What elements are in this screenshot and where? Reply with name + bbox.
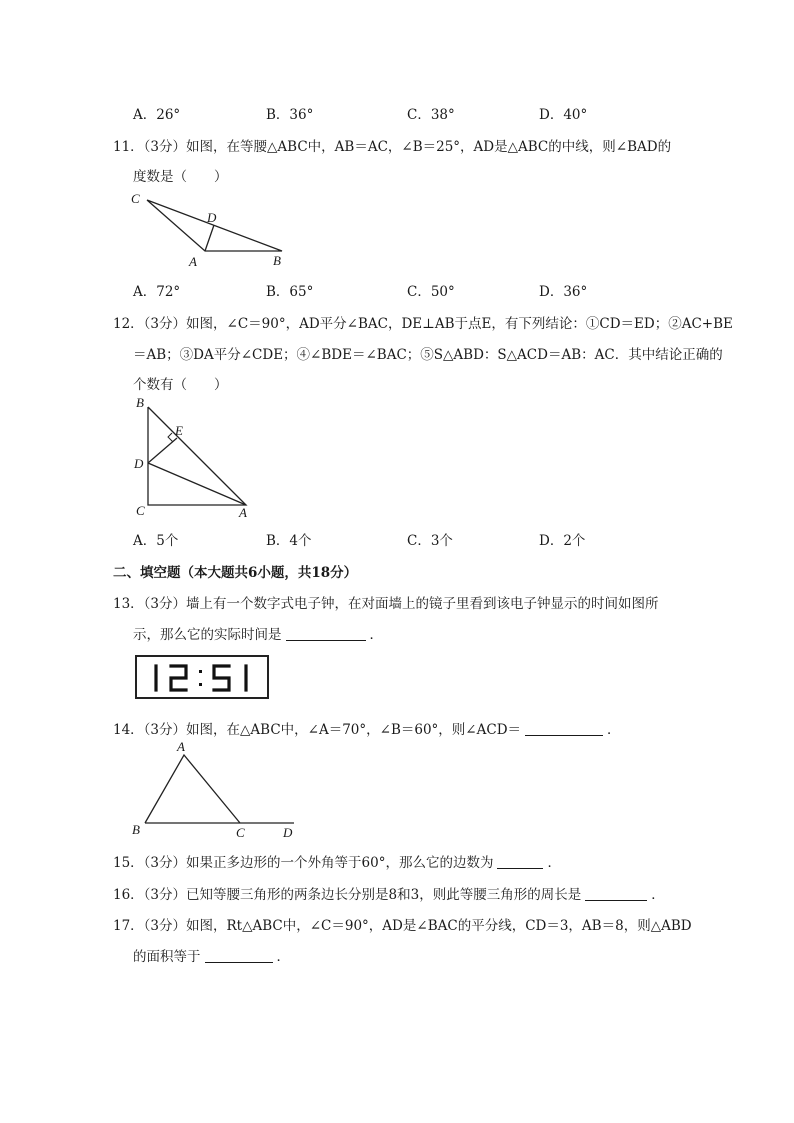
q17-stem-end: ．: [276, 949, 290, 965]
q17-stem-line2: [133, 945, 290, 965]
q14-answer-blank[interactable]: [525, 721, 603, 736]
q13-stem-end: ．: [369, 627, 383, 643]
q12-option-d: D．2个: [539, 533, 586, 549]
q14-label-a: A: [177, 739, 185, 754]
q17-stem-line1: 17．（3分）如图，Rt△ABC中，∠C＝90°，AD是∠BAC的平分线，CD＝3，AB＝8，则△ABD: [113, 918, 692, 934]
q17-stem-text: 的面积等于: [133, 949, 201, 965]
q11-option-c: C．50°: [407, 284, 455, 300]
q12-stem-line3: 个数有（ ）: [133, 377, 228, 393]
q15-answer-blank[interactable]: [497, 854, 543, 869]
q12-label-d: D: [134, 456, 144, 471]
q13-stem-line1: 13．（3分）墙上有一个数字式电子钟，在对面墙上的镜子里看到该电子钟显示的时间如图所: [113, 596, 659, 612]
q10-option-b: B．36°: [266, 107, 314, 123]
q16-stem: [113, 883, 665, 903]
q12-label-c: C: [136, 503, 145, 518]
mirrored-digital-clock: [135, 655, 269, 699]
q14-label-b: B: [132, 822, 140, 837]
q11-stem-line2: 度数是（ ）: [133, 169, 228, 185]
section-heading-fill-blank: 二、填空题（本大题共6小题，共18分）: [113, 565, 358, 581]
q14-stem-end: ．: [607, 722, 621, 738]
q10-option-a: A．26°: [133, 107, 181, 123]
q14-stem-text: 14．（3分）如图，在△ABC中，∠A＝70°，∠B＝60°，则∠ACD＝: [113, 722, 522, 738]
q11-label-a: A: [189, 254, 197, 269]
q12-stem-line2: ＝AB；③DA平分∠CDE；④∠BDE＝∠BAC；⑤S△ABD：S△ACD＝AB：AC．其中结论正确的: [133, 347, 723, 363]
q12-option-b: B．4个: [266, 533, 312, 549]
q15-stem-end: ．: [547, 855, 561, 871]
clock-digits: [137, 657, 267, 697]
q12-label-b: B: [136, 395, 144, 410]
q14-stem-line1: [113, 718, 621, 738]
q12-label-a: A: [239, 505, 247, 520]
q14-label-c: C: [236, 825, 245, 840]
q12-figure: [128, 393, 258, 523]
q16-answer-blank[interactable]: [585, 886, 647, 901]
q16-stem-end: ．: [651, 887, 665, 903]
q11-option-d: D．36°: [539, 284, 588, 300]
q15-stem: [113, 851, 561, 871]
q12-option-a: A．5个: [133, 533, 179, 549]
q12-label-e: E: [175, 423, 183, 438]
q14-figure: [128, 737, 303, 842]
q11-label-b: B: [273, 253, 281, 268]
q14-label-d: D: [283, 825, 293, 840]
q13-stem-text: 示，那么它的实际时间是: [133, 627, 282, 643]
q10-option-c: C．38°: [407, 107, 455, 123]
q12-option-c: C．3个: [407, 533, 453, 549]
q15-stem-text: 15．（3分）如果正多边形的一个外角等于60°，那么它的边数为: [113, 855, 494, 871]
q16-stem-text: 16．（3分）已知等腰三角形的两条边长分别是8和3，则此等腰三角形的周长是: [113, 887, 582, 903]
q11-stem-line1: 11．（3分）如图，在等腰△ABC中，AB＝AC，∠B＝25°，AD是△ABC的中线，则∠BAD的: [113, 139, 672, 155]
q11-figure: [125, 188, 295, 270]
q13-stem-line2: [133, 623, 383, 643]
q10-option-d: D．40°: [539, 107, 588, 123]
q11-option-b: B．65°: [266, 284, 314, 300]
q11-label-c: C: [131, 191, 140, 206]
q13-answer-blank[interactable]: [286, 626, 366, 641]
q11-option-a: A．72°: [133, 284, 181, 300]
q11-label-d: D: [207, 210, 217, 225]
q12-stem-line1: 12．（3分）如图，∠C＝90°，AD平分∠BAC，DE⊥AB于点E，有下列结论：①CD＝ED；②AC+BE: [113, 316, 733, 332]
q17-answer-blank[interactable]: [205, 948, 273, 963]
